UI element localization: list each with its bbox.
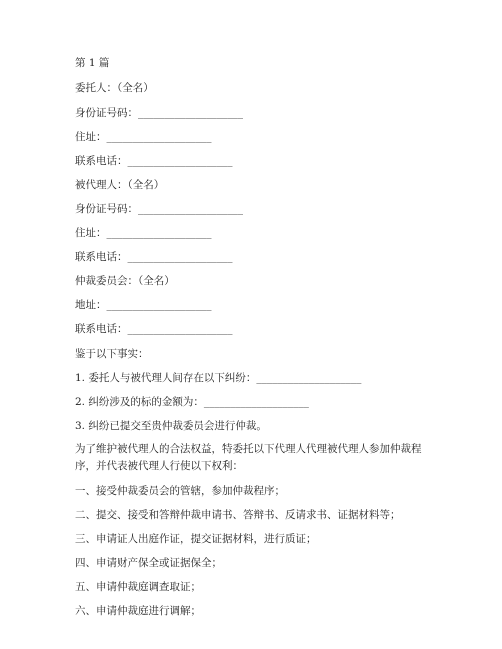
principal-address-field: 住址：____________________ xyxy=(75,131,212,143)
fact-item-1: 1. 委托人与被代理人间存在以下纠纷：____________________ xyxy=(75,372,362,384)
principal-id-field: 身份证号码：____________________ xyxy=(75,107,243,119)
principal-label: 委托人：（全名） xyxy=(75,82,154,94)
fact-item-3: 3. 纠纷已提交至贵仲裁委员会进行仲裁。 xyxy=(75,420,267,432)
section-heading: 第 1 篇 xyxy=(75,57,110,69)
rights-item-4: 四、申请财产保全或证据保全； xyxy=(75,557,222,569)
committee-phone-field: 联系电话：____________________ xyxy=(75,323,233,335)
rights-item-6: 六、申请仲裁庭进行调解； xyxy=(75,605,201,617)
agent-phone-field: 联系电话：____________________ xyxy=(75,251,233,263)
rights-item-3: 三、申请证人出庭作证，提交证据材料，进行质证； xyxy=(75,533,317,545)
rights-item-5: 五、申请仲裁庭调查取证； xyxy=(75,581,201,593)
rights-item-2: 二、提交、接受和答辩仲裁申请书、答辩书、反请求书、证据材料等； xyxy=(75,509,401,521)
purpose-paragraph: 为了维护被代理人的合法权益，特委托以下代理人代理被代理人参加仲裁程序，并代表被代理人行使以下权利： xyxy=(75,443,422,472)
committee-label: 仲裁委员会：（全名） xyxy=(75,275,175,287)
agent-id-field: 身份证号码：____________________ xyxy=(75,203,243,215)
committee-address-field: 地址：____________________ xyxy=(75,299,212,311)
fact-item-2: 2. 纠纷涉及的标的金额为：____________________ xyxy=(75,396,309,408)
agent-address-field: 住址：____________________ xyxy=(75,227,212,239)
rights-item-1: 一、接受仲裁委员会的管辖，参加仲裁程序； xyxy=(75,485,285,497)
principal-phone-field: 联系电话：____________________ xyxy=(75,155,233,167)
agent-label: 被代理人：（全名） xyxy=(75,179,165,191)
facts-intro: 鉴于以下事实： xyxy=(75,348,149,360)
